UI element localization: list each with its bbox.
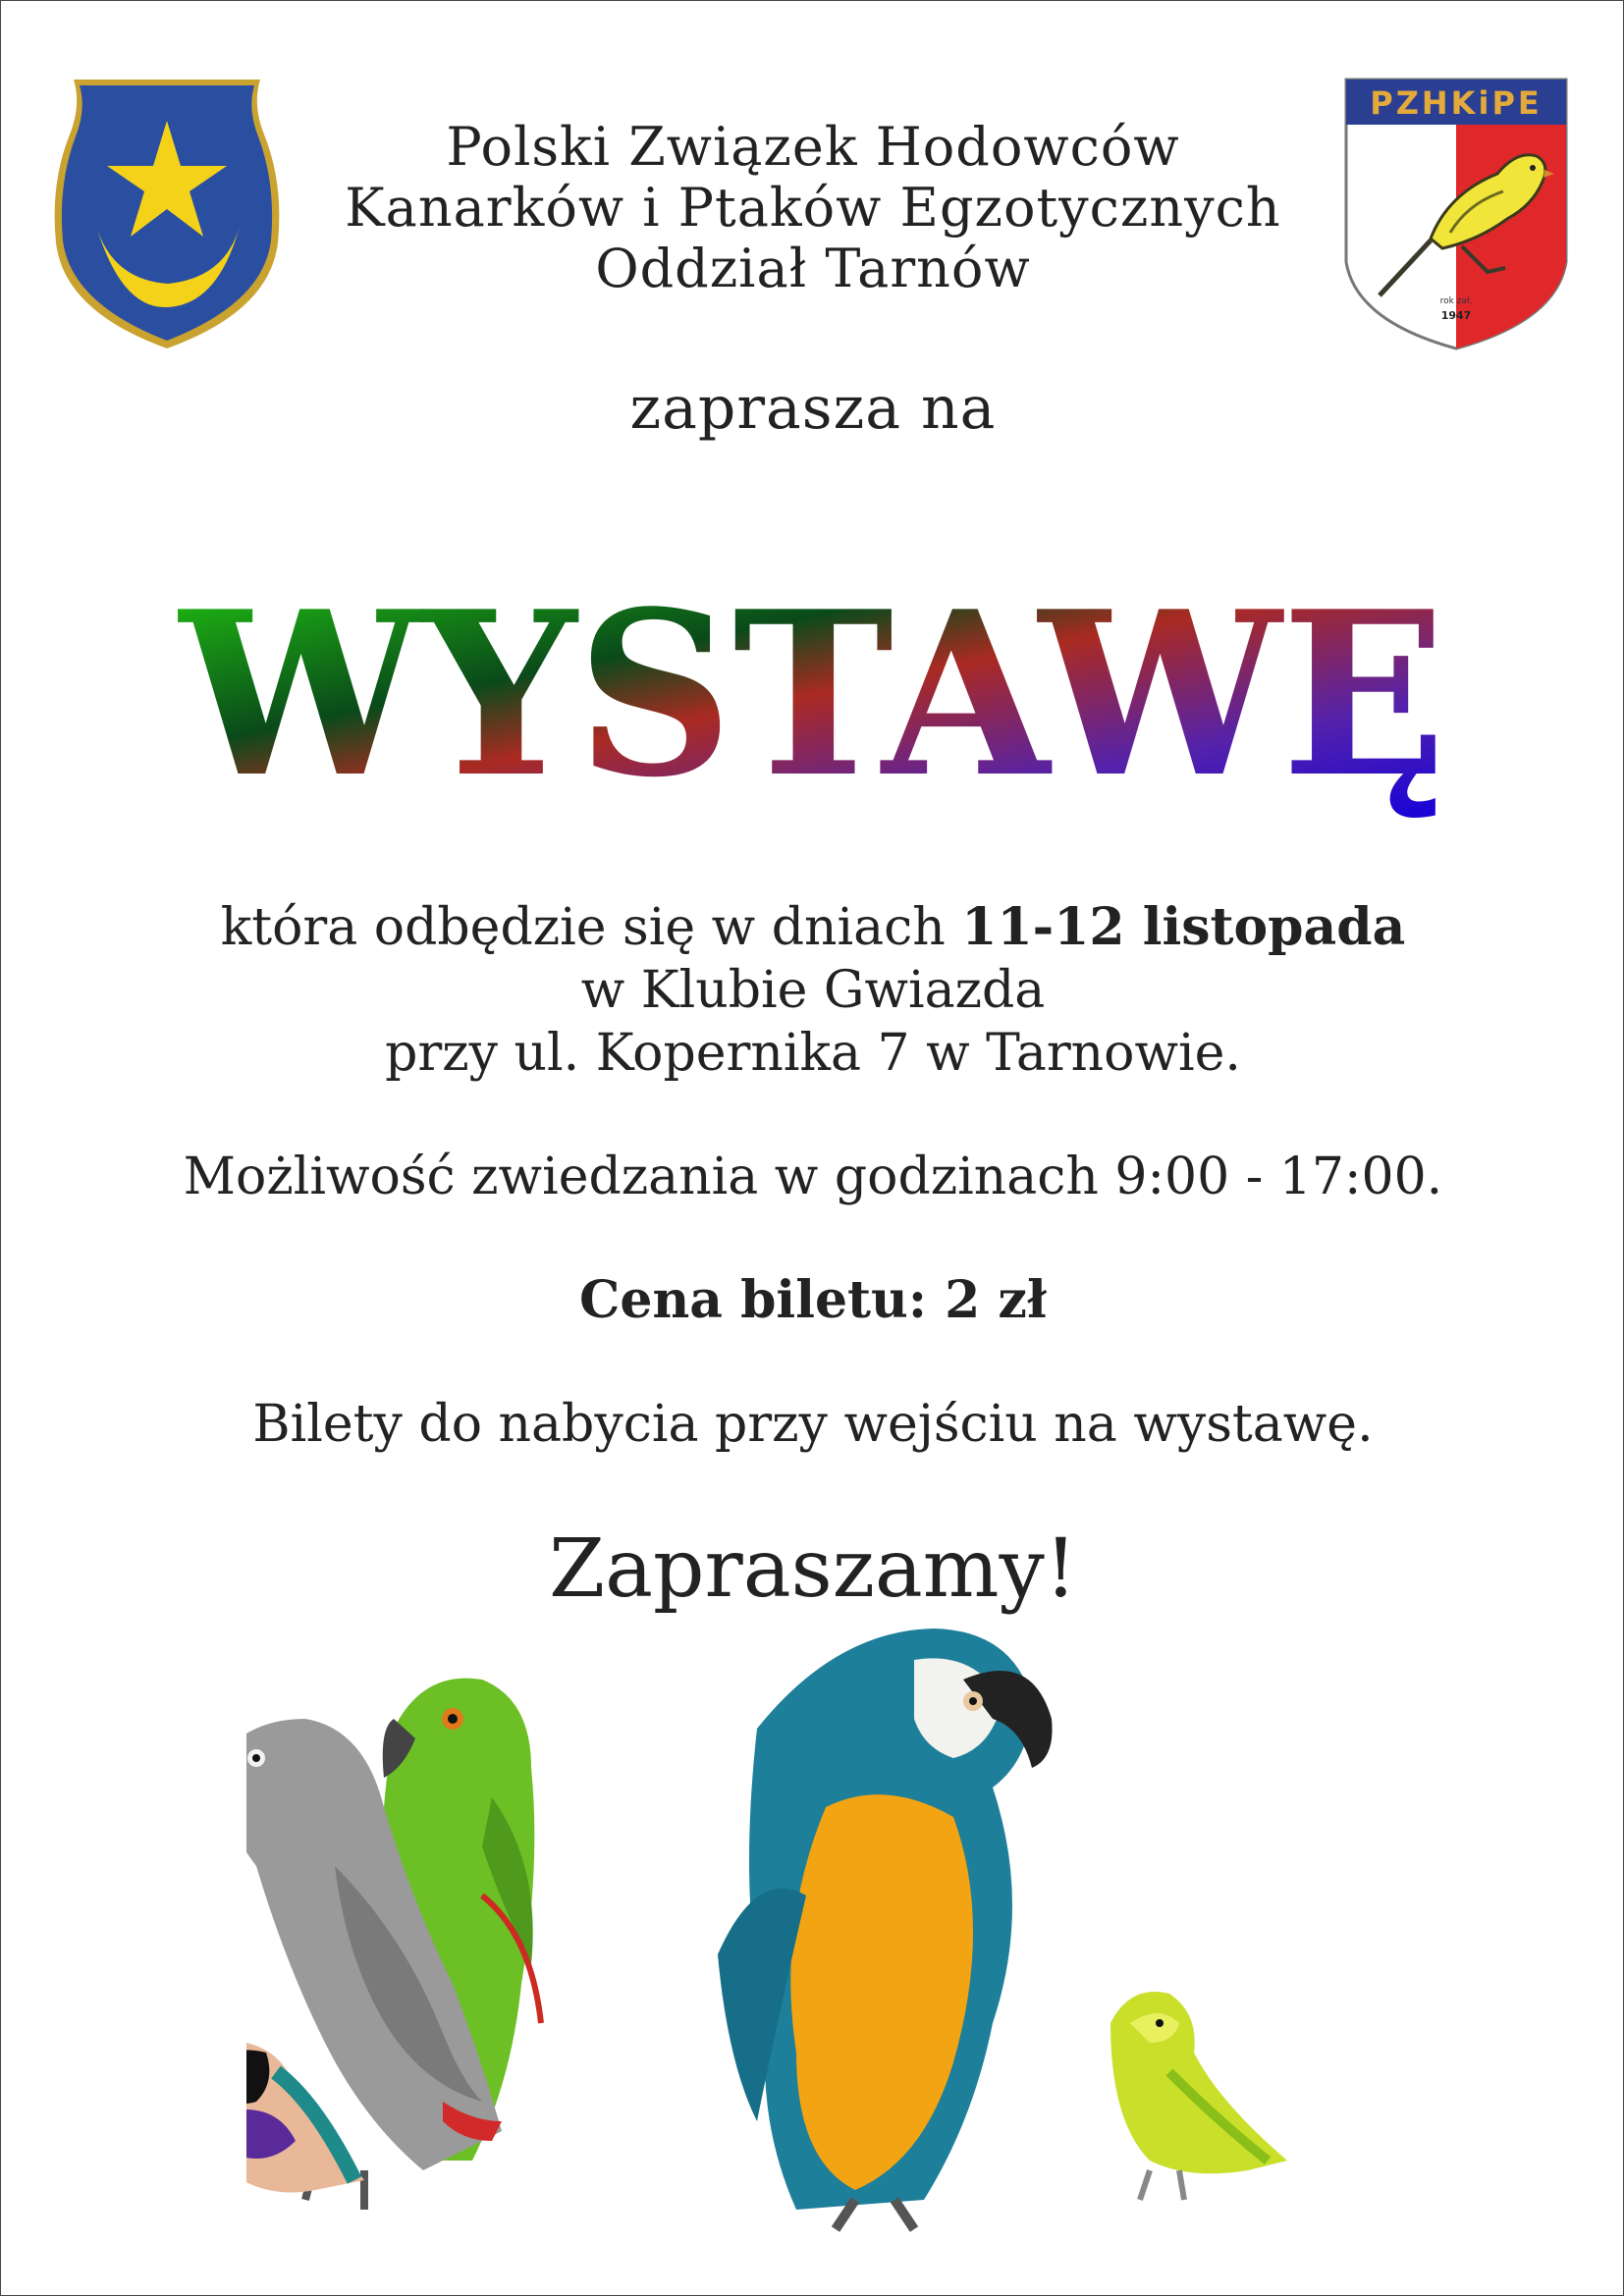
macaw-image: [718, 1629, 1053, 2229]
organization-line-2: Kanarków i Ptaków Egzotycznych: [345, 177, 1281, 239]
budgerigar-image: [1110, 1992, 1287, 2200]
dates-line: [1, 896, 1624, 959]
headline-text: WYSTAWĘ: [177, 565, 1446, 828]
organization-line-1: Polski Związek Hodowców: [446, 116, 1180, 178]
address-line: przy ul. Kopernika 7 w Tarnowie.: [385, 1024, 1241, 1083]
founded-label: rok zał.: [1439, 296, 1473, 306]
founded-year: 1947: [1440, 309, 1472, 322]
organization-name: [1, 117, 1624, 299]
opening-hours: Możliwość zwiedzania w godzinach 9:00 - 17:00.: [183, 1148, 1443, 1206]
closing-invitation: Zapraszamy!: [549, 1522, 1077, 1616]
dates-prefix: która odbędzie się w dniach: [220, 898, 962, 957]
venue-line: w Klubie Gwiazda: [580, 961, 1046, 1020]
headline-wystawe: [148, 565, 1478, 830]
organization-line-3: Oddział Tarnów: [595, 238, 1031, 299]
birds-illustration: [246, 1611, 1395, 2269]
invite-text: zaprasza na: [629, 374, 997, 443]
ticket-price: Cena biletu: 2 zł: [579, 1270, 1047, 1330]
logo-acronym: PZHKiPE: [1370, 84, 1543, 122]
event-details: [1, 896, 1624, 1085]
ticket-info: Bilety do nabycia przy wejściu na wystawę.: [252, 1395, 1374, 1454]
event-dates: 11-12 listopada: [961, 897, 1406, 957]
